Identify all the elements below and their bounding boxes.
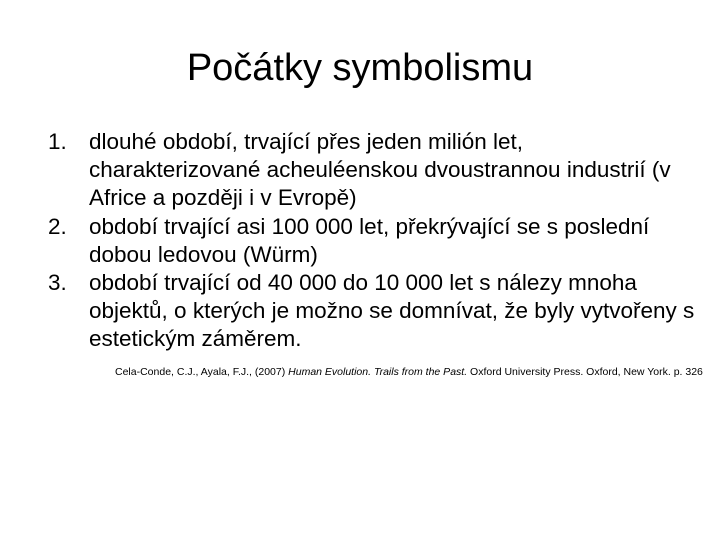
slide-body (48, 128, 703, 380)
citation (115, 364, 705, 380)
citation-book-title: Human Evolution. Trails from the Past. (288, 365, 468, 378)
list-item (48, 213, 698, 269)
list-item-number: 3. (48, 270, 67, 296)
list-item (48, 269, 698, 354)
list-item-text: dlouhé období, trvající přes jeden milión let, charakterizované acheuléenskou dvoustrannou industrií (v Africe a později i v Evropě) (89, 129, 671, 211)
list-item (48, 128, 698, 213)
list-item-text: období trvající asi 100 000 let, překrývající se s poslední dobou ledovou (Würm) (89, 213, 650, 267)
list-item-text: období trvající od 40 000 do 10 000 let s nálezy mnoha objektů, o kterých je možno se domnívat, že byly vytvořeny s estetickým záměrem. (89, 270, 695, 352)
numbered-list (48, 128, 698, 354)
list-item-number: 1. (48, 129, 67, 154)
list-item-number: 2. (48, 213, 67, 239)
citation-authors: Cela-Conde, C.J., Ayala, F.J., (2007) (115, 365, 286, 378)
citation-publisher: Oxford University Press. Oxford, New York. p. 326 (470, 365, 703, 378)
slide-title: Počátky symbolismu (186, 47, 534, 89)
